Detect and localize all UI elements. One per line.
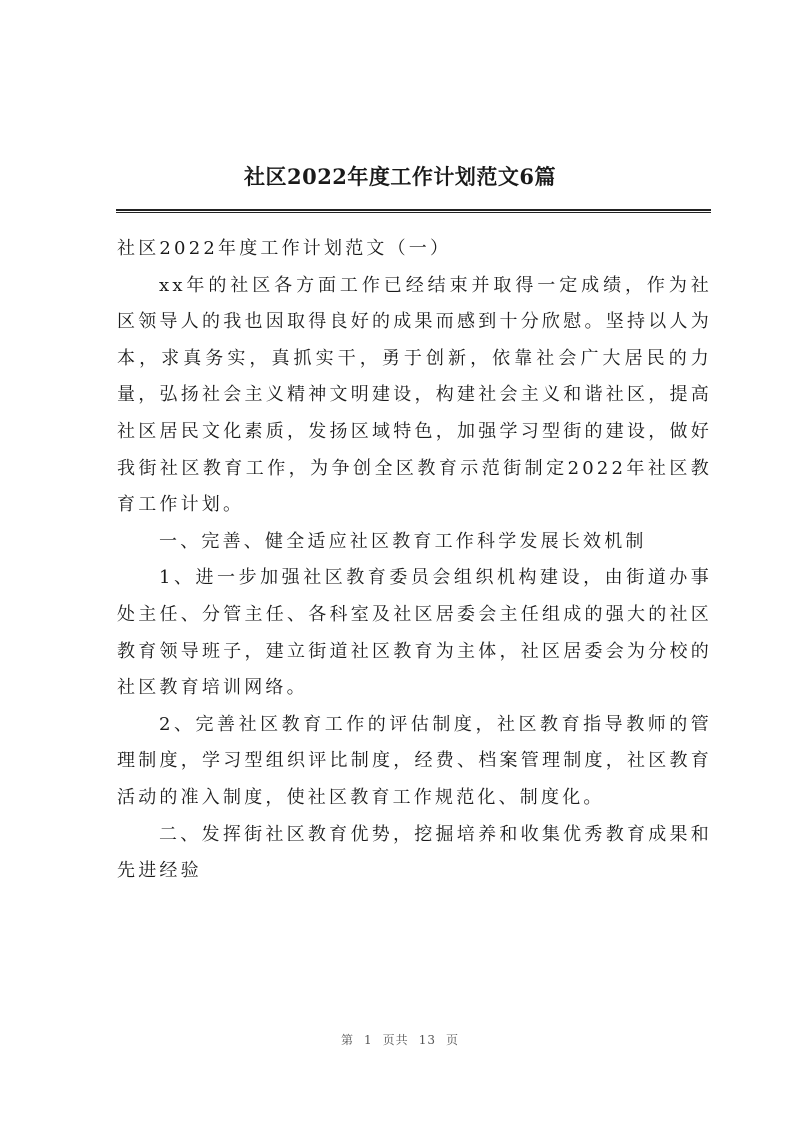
footer-middle: 页共: [382, 1033, 409, 1047]
paragraph-item-1: 1、进一步加强社区教育委员会组织机构建设，由街道办事处主任、分管主任、各科室及社区居委会主任组成的强大的社区教育领导班子，建立街道社区教育为主体，社区居委会为分校的社区教育培训网络。: [117, 567, 712, 699]
page-footer: [0, 1031, 800, 1048]
footer-suffix: 页: [445, 1033, 459, 1047]
document-body: [117, 231, 712, 890]
footer-prefix: 第: [341, 1033, 355, 1047]
footer-page-number: 1: [364, 1033, 373, 1047]
paragraph-intro: xx年的社区各方面工作已经结束并取得一定成绩，作为社区领导人的我也因取得良好的成果而感到十分欣慰。坚持以人为本，求真务实，真抓实干，勇于创新，依靠社会广大居民的力量，弘扬社会主义精神文明建设，构建社会主义和谐社区，提高社区居民文化素质，发扬区域特色，加强学习型街的建设，做好我街社区教育工作，为争创全区教育示范街制定2022年社区教育工作计划。: [117, 274, 712, 516]
paragraph-heading-2: 二、发挥街社区教育优势，挖掘培养和收集优秀教育成果和先进经验: [117, 823, 712, 882]
footer-total-pages: 13: [418, 1033, 436, 1047]
paragraph-item-2: 2、完善社区教育工作的评估制度，社区教育指导教师的管理制度，学习型组织评比制度，经费、档案管理制度，社区教育活动的准入制度，使社区教育工作规范化、制度化。: [117, 713, 712, 808]
paragraph-heading-1: 一、完善、健全适应社区教育工作科学发展长效机制: [159, 530, 647, 552]
title-divider: [116, 209, 711, 213]
section-heading: 社区2022年度工作计划范文（一）: [117, 238, 452, 259]
document-title: 社区2022年度工作计划范文6篇: [243, 164, 557, 189]
